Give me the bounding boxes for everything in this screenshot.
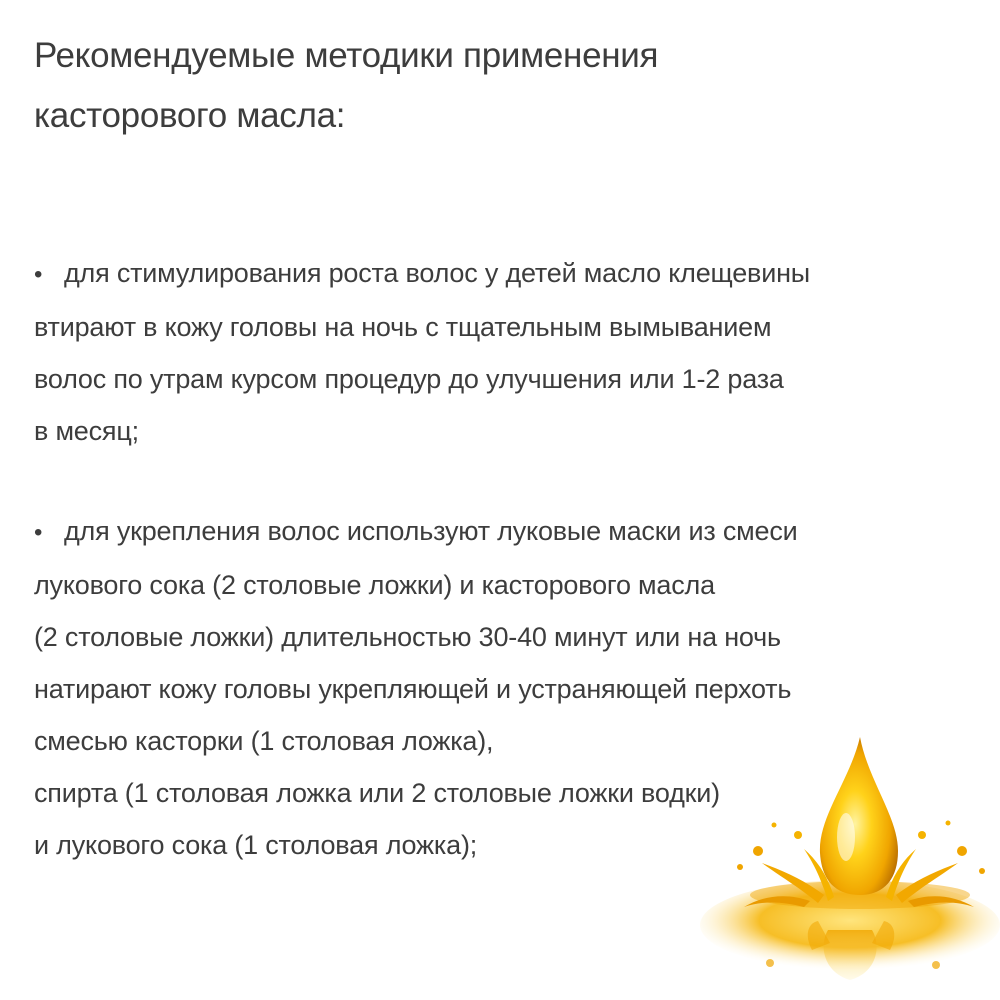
bullet-line: спирта (1 столовая ложка или 2 столовые ложки водки) [34,778,720,808]
slide-title [34,26,934,146]
bullet-marker: • [34,519,43,546]
bullet-line: и лукового сока (1 столовая ложка); [34,830,478,860]
bullet-line: втирают в кожу головы на ночь с тщательным вымыванием [34,312,772,342]
bullet-line: смесью касторки (1 столовая ложка), [34,726,494,756]
bullet-marker: • [34,261,43,288]
bullet-line [34,247,984,301]
bullet-text: для стимулирования роста волос у детей масло клещевины [64,258,810,288]
bullet-line: лукового сока (2 столовые ложки) и касторового масла [34,570,715,600]
title-line: касторового масла: [34,96,346,135]
bullet-line: натирают кожу головы укрепляющей и устраняющей перхоть [34,674,792,704]
title-line: Рекомендуемые методики применения [34,36,659,75]
bullet-line: в месяц; [34,416,139,446]
oil-drop-splash-icon [700,725,1000,1000]
bullet-line: (2 столовые ложки) длительностью 30-40 минут или на ночь [34,622,781,652]
bullet-text: для укрепления волос используют луковые маски из смеси [64,516,798,546]
bullet-line [34,505,984,559]
bullet-item-children-hair-growth [34,247,984,457]
bullet-line: волос по утрам курсом процедур до улучшения или 1-2 раза [34,364,784,394]
